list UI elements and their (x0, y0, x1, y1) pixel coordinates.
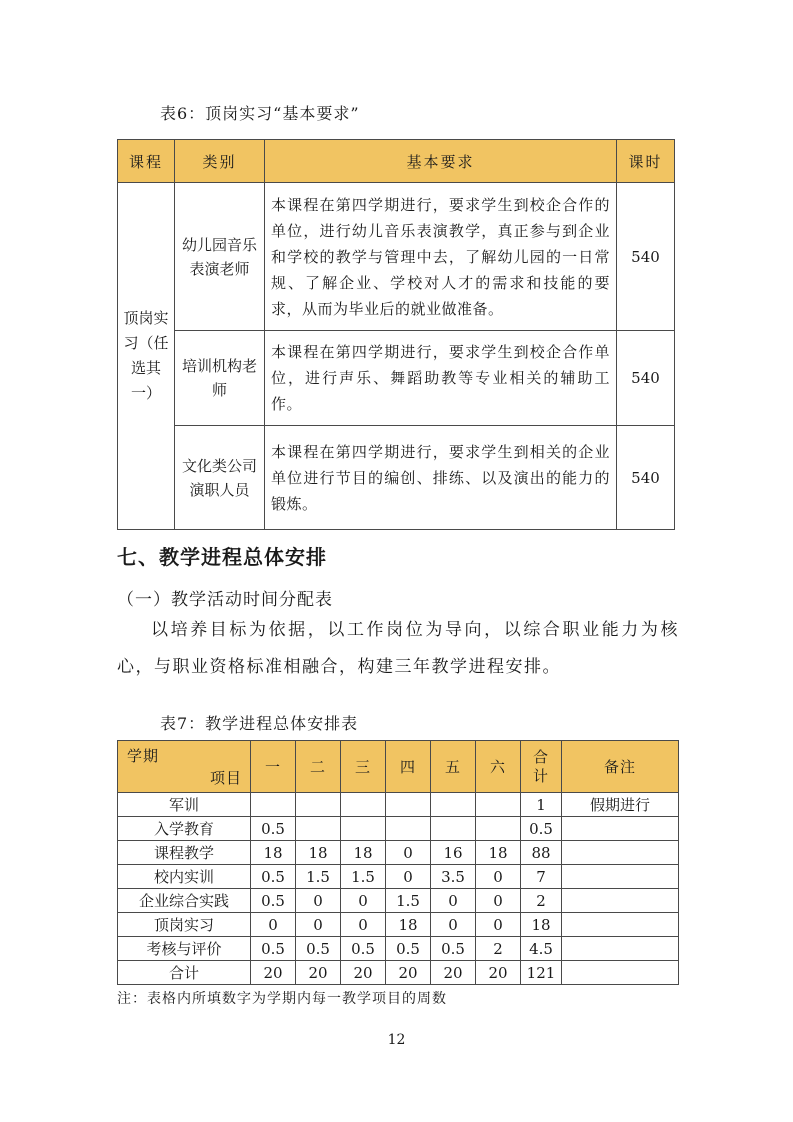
table7 (117, 740, 679, 985)
table7-header-sem3: 三 (341, 741, 386, 793)
table6-caption: 表6：顶岗实习“基本要求” (160, 104, 360, 123)
row-label: 校内实训 (118, 865, 251, 889)
table6-hours-cell: 540 (617, 183, 675, 331)
row-remark (562, 841, 679, 865)
body-paragraph: 以培养目标为依据，以工作岗位为导向，以综合职业能力为核心，与职业资格标准相融合，构建三年教学进程安排。 (117, 620, 679, 677)
row-label: 课程教学 (118, 841, 251, 865)
table6 (117, 139, 675, 530)
table-row (118, 331, 675, 426)
row-remark (562, 961, 679, 985)
table7-header-sem5: 五 (431, 741, 476, 793)
table7-header-remark: 备注 (562, 741, 679, 793)
table6-hours-cell: 540 (617, 426, 675, 530)
table-row: 企业综合实践 0.5 0 0 1.5 0 0 2 (118, 889, 679, 913)
table6-header-row (118, 140, 675, 183)
page-number: 12 (387, 1032, 406, 1048)
table-row: 顶岗实习 0 0 0 18 0 0 18 (118, 913, 679, 937)
table-row (118, 426, 675, 530)
row-remark (562, 913, 679, 937)
table-row: 考核与评价 0.5 0.5 0.5 0.5 0.5 2 4.5 (118, 937, 679, 961)
table6-header-hours: 课时 (617, 140, 675, 183)
table7-header-sem6: 六 (476, 741, 521, 793)
row-remark (562, 817, 679, 841)
table7-caption: 表7：教学进程总体安排表 (160, 714, 359, 733)
row-label: 考核与评价 (118, 937, 251, 961)
table6-requirement-cell: 本课程在第四学期进行，要求学生到相关的企业单位进行节目的编创、排练、以及演出的能力的锻炼。 (265, 426, 617, 530)
row-remark (562, 937, 679, 961)
row-remark: 假期进行 (562, 793, 679, 817)
table-row (118, 183, 675, 331)
row-label: 企业综合实践 (118, 889, 251, 913)
table6-category-cell: 幼儿园音乐表演老师 (175, 183, 265, 331)
table-row: 合计 20 20 20 20 20 20 121 (118, 961, 679, 985)
table7-header-sem2: 二 (296, 741, 341, 793)
table-row: 校内实训 0.5 1.5 1.5 0 3.5 0 7 (118, 865, 679, 889)
row-remark (562, 889, 679, 913)
table6-requirement-cell: 本课程在第四学期进行，要求学生到校企合作单位，进行声乐、舞蹈助教等专业相关的辅助工作。 (265, 331, 617, 426)
table7-corner-cell (118, 741, 251, 793)
row-label: 军训 (118, 793, 251, 817)
section-heading: 七、教学进程总体安排 (117, 547, 327, 569)
table6-category-cell: 培训机构老师 (175, 331, 265, 426)
table7-header-sem1: 一 (251, 741, 296, 793)
corner-label-item: 项目 (209, 769, 242, 787)
table7-header-total: 合计 (521, 741, 562, 793)
table7-header-row (118, 741, 679, 793)
table-row: 课程教学 18 18 18 0 16 18 88 (118, 841, 679, 865)
table6-header-category: 类别 (175, 140, 265, 183)
table6-hours-cell: 540 (617, 331, 675, 426)
row-label: 合计 (118, 961, 251, 985)
table6-header-course: 课程 (118, 140, 175, 183)
row-label: 顶岗实习 (118, 913, 251, 937)
table6-category-cell: 文化类公司演职人员 (175, 426, 265, 530)
table-row: 入学教育 0.5 0.5 (118, 817, 679, 841)
section-subheading: （一）教学活动时间分配表 (117, 590, 333, 610)
corner-label-semester: 学期 (127, 747, 160, 765)
table7-header-sem4: 四 (386, 741, 431, 793)
row-remark (562, 865, 679, 889)
table-row: 军训 1 假期进行 (118, 793, 679, 817)
row-label: 入学教育 (118, 817, 251, 841)
table6-course-group-cell: 顶岗实习（任选其一） (118, 183, 175, 530)
table7-footnote: 注：表格内所填数字为学期内每一教学项目的周数 (117, 991, 447, 1007)
table6-requirement-cell: 本课程在第四学期进行，要求学生到校企合作的单位，进行幼儿音乐表演教学，真正参与到企业和学校的教学与管理中去，了解幼儿园的一日常规、了解企业、学校对人才的需求和技能的要求，从而为毕业后的就业做准备。 (265, 183, 617, 331)
table6-header-requirement: 基本要求 (265, 140, 617, 183)
